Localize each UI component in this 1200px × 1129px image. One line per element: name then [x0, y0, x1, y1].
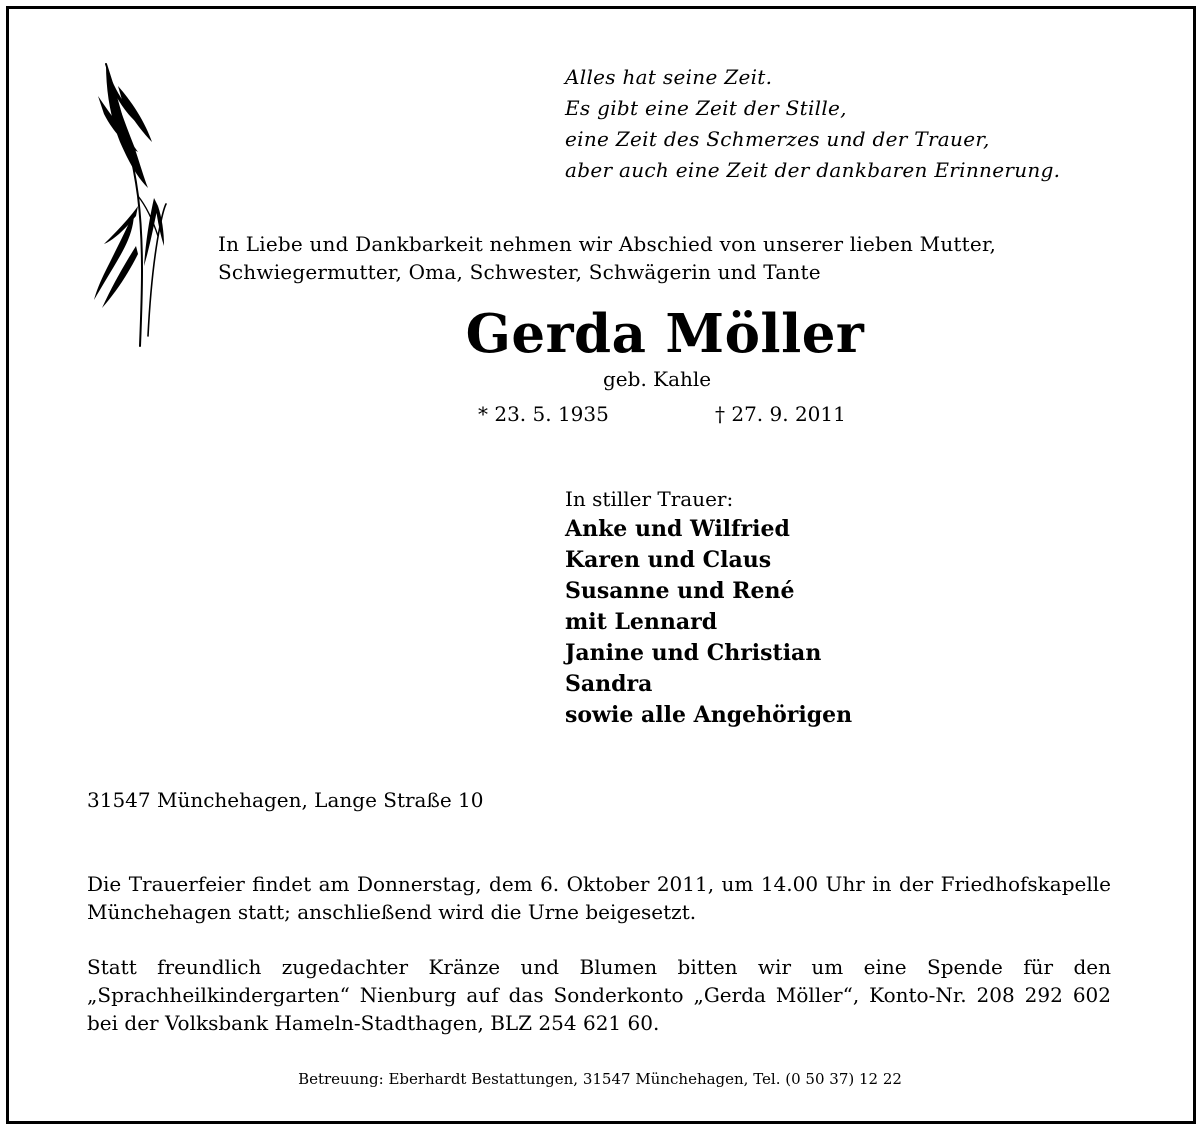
maiden-name: geb. Kahle [603, 367, 712, 391]
mourner-name: Karen und Claus [565, 547, 772, 573]
farewell-intro [218, 230, 996, 286]
funeral-home-credit: Betreuung: Eberhardt Bestattungen, 31547 Münchehagen, Tel. (0 50 37) 12 22 [298, 1070, 902, 1088]
mourner-name: Susanne und René [565, 578, 795, 604]
poem-line: Alles hat seine Zeit. [565, 65, 773, 89]
mourning-label: In stiller Trauer: [565, 487, 734, 511]
death-date: † 27. 9. 2011 [715, 402, 846, 426]
intro-line: Schwiegermutter, Oma, Schwester, Schwägerin und Tante [218, 260, 821, 284]
birth-date: * 23. 5. 1935 [478, 402, 609, 426]
mourners-list [565, 514, 852, 731]
deceased-name: Gerda Möller [465, 303, 865, 365]
family-address: 31547 Münchehagen, Lange Straße 10 [87, 788, 484, 812]
poem-line: aber auch eine Zeit der dankbaren Erinnerung. [565, 158, 1061, 182]
poem [565, 62, 1060, 186]
donation-notice: Statt freundlich zugedachter Kränze und Blumen bitten wir um eine Spende für den „Sprachheilkindergarten“ Nienburg auf das Sonderkonto „Gerda Möller“, Konto-Nr. 208 292 602 bei der Volksbank Hameln-Stadthagen, BLZ 254 621 60. [87, 955, 1111, 1035]
funeral-notice: Die Trauerfeier findet am Donnerstag, dem 6. Oktober 2011, um 14.00 Uhr in der Friedhofskapelle Münchehagen statt; anschließend wird die Urne beigesetzt. [87, 872, 1111, 924]
mourner-name: Janine und Christian [565, 640, 822, 666]
mourner-name: Sandra [565, 671, 653, 697]
intro-line: In Liebe und Dankbarkeit nehmen wir Abschied von unserer lieben Mutter, [218, 232, 997, 256]
poem-line: Es gibt eine Zeit der Stille, [565, 96, 847, 120]
mourner-name: mit Lennard [565, 609, 718, 635]
mourner-name: sowie alle Angehörigen [565, 702, 853, 728]
mourner-name: Anke und Wilfried [565, 516, 790, 542]
poem-line: eine Zeit des Schmerzes und der Trauer, [565, 127, 990, 151]
